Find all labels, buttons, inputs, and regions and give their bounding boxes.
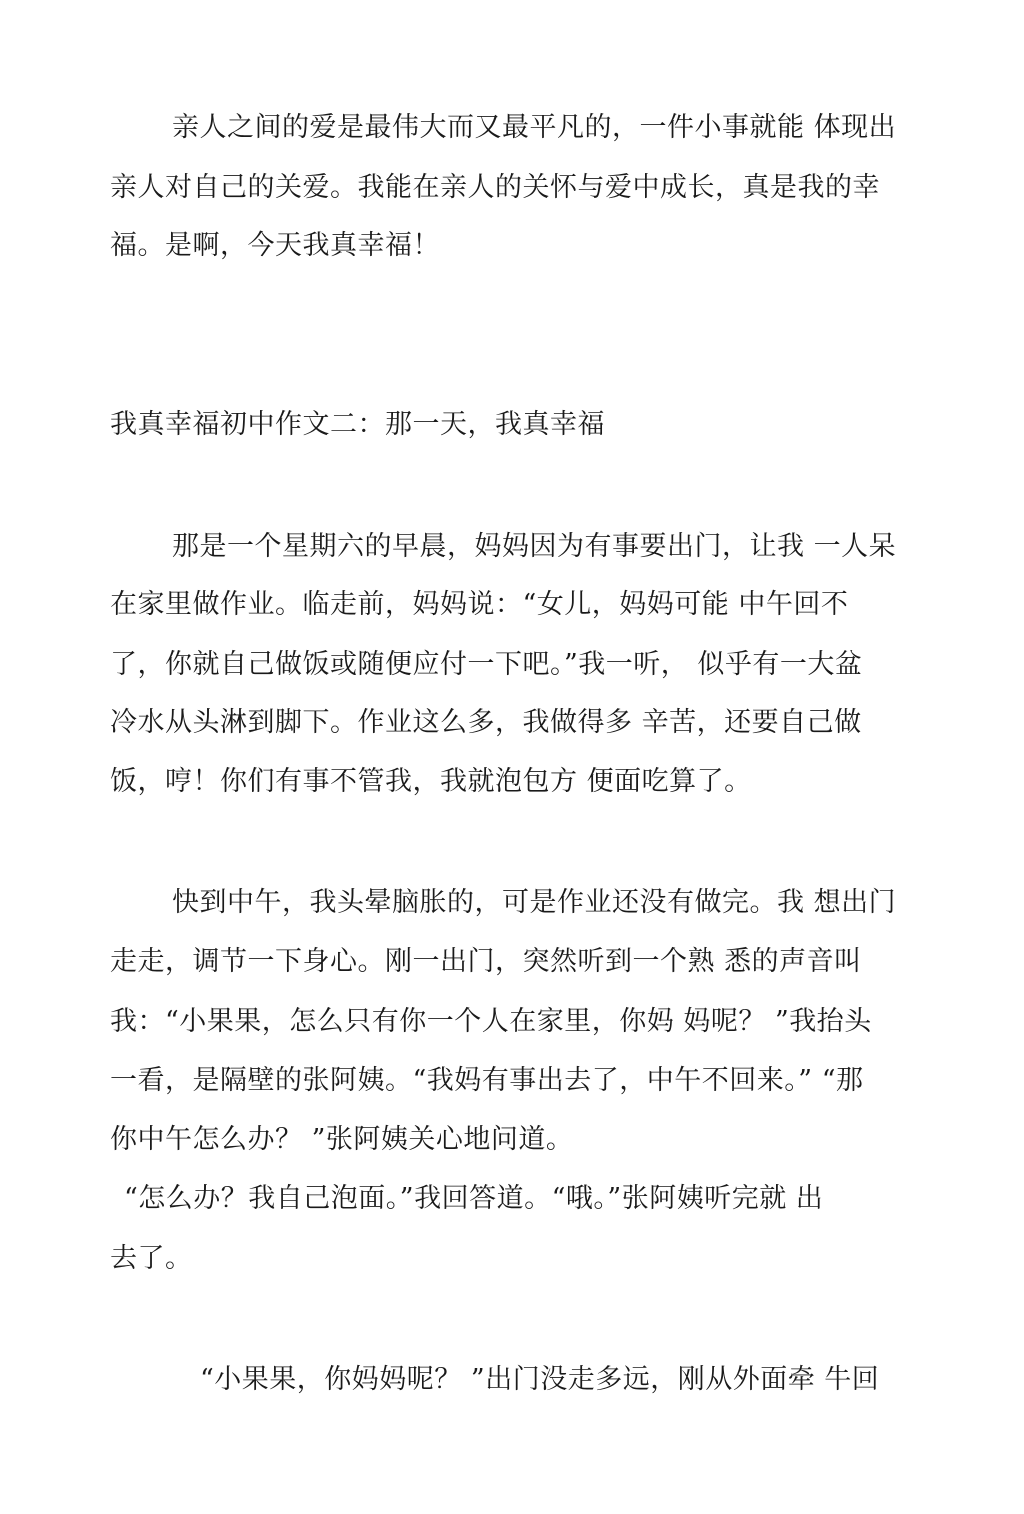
paragraph2-line-2: 在家里做作业。临走前，妈妈说：“女儿，妈妈可能 中午回不 — [110, 589, 849, 620]
paragraph3-line-3: 我：“小果果，怎么只有你一个人在家里，你妈 妈呢？ ”我抬头 — [110, 1006, 872, 1037]
paragraph3-line-1: 快到中午，我头晕脑胀的，可是作业还没有做完。我 想出门 — [172, 887, 897, 918]
paragraph1-line-2: 亲人对自己的关爱。我能在亲人的关怀与爱中成长，真是我的幸 — [110, 172, 880, 203]
paragraph4-line-2: 去了。 — [110, 1243, 193, 1274]
paragraph1-line-1: 亲人之间的爱是最伟大而又最平凡的，一件小事就能 体现出 — [172, 112, 897, 143]
paragraph3-line-2: 走走，调节一下身心。刚一出门，突然听到一个熟 悉的声音叫 — [110, 946, 862, 977]
paragraph3-line-5: 你中午怎么办？ ”张阿姨关心地问道。 — [110, 1124, 574, 1155]
paragraph3-line-4: 一看，是隔壁的张阿姨。“我妈有事出去了，中午不回来。” “那 — [110, 1065, 864, 1096]
paragraph2-line-5: 饭，哼！你们有事不管我，我就泡包方 便面吃算了。 — [110, 766, 752, 797]
paragraph5-line-1: “小果果，你妈妈呢？ ”出门没走多远，刚从外面牵 牛回 — [200, 1364, 880, 1395]
paragraph2-line-4: 冷水从头淋到脚下。作业这么多，我做得多 辛苦，还要自己做 — [110, 707, 862, 738]
paragraph2-line-3: 了，你就自己做饭或随便应付一下吧。”我一听， 似乎有一大盆 — [110, 649, 863, 680]
paragraph2-line-1: 那是一个星期六的早晨，妈妈因为有事要出门，让我 一人呆 — [172, 531, 897, 562]
section-title: 我真幸福初中作文二：那一天，我真幸福 — [110, 409, 605, 440]
paragraph4-line-1: “怎么办？我自己泡面。”我回答道。“哦。”张阿姨听完就 出 — [124, 1183, 824, 1214]
paragraph1-line-3: 福。是啊，今天我真幸福！ — [110, 230, 440, 261]
